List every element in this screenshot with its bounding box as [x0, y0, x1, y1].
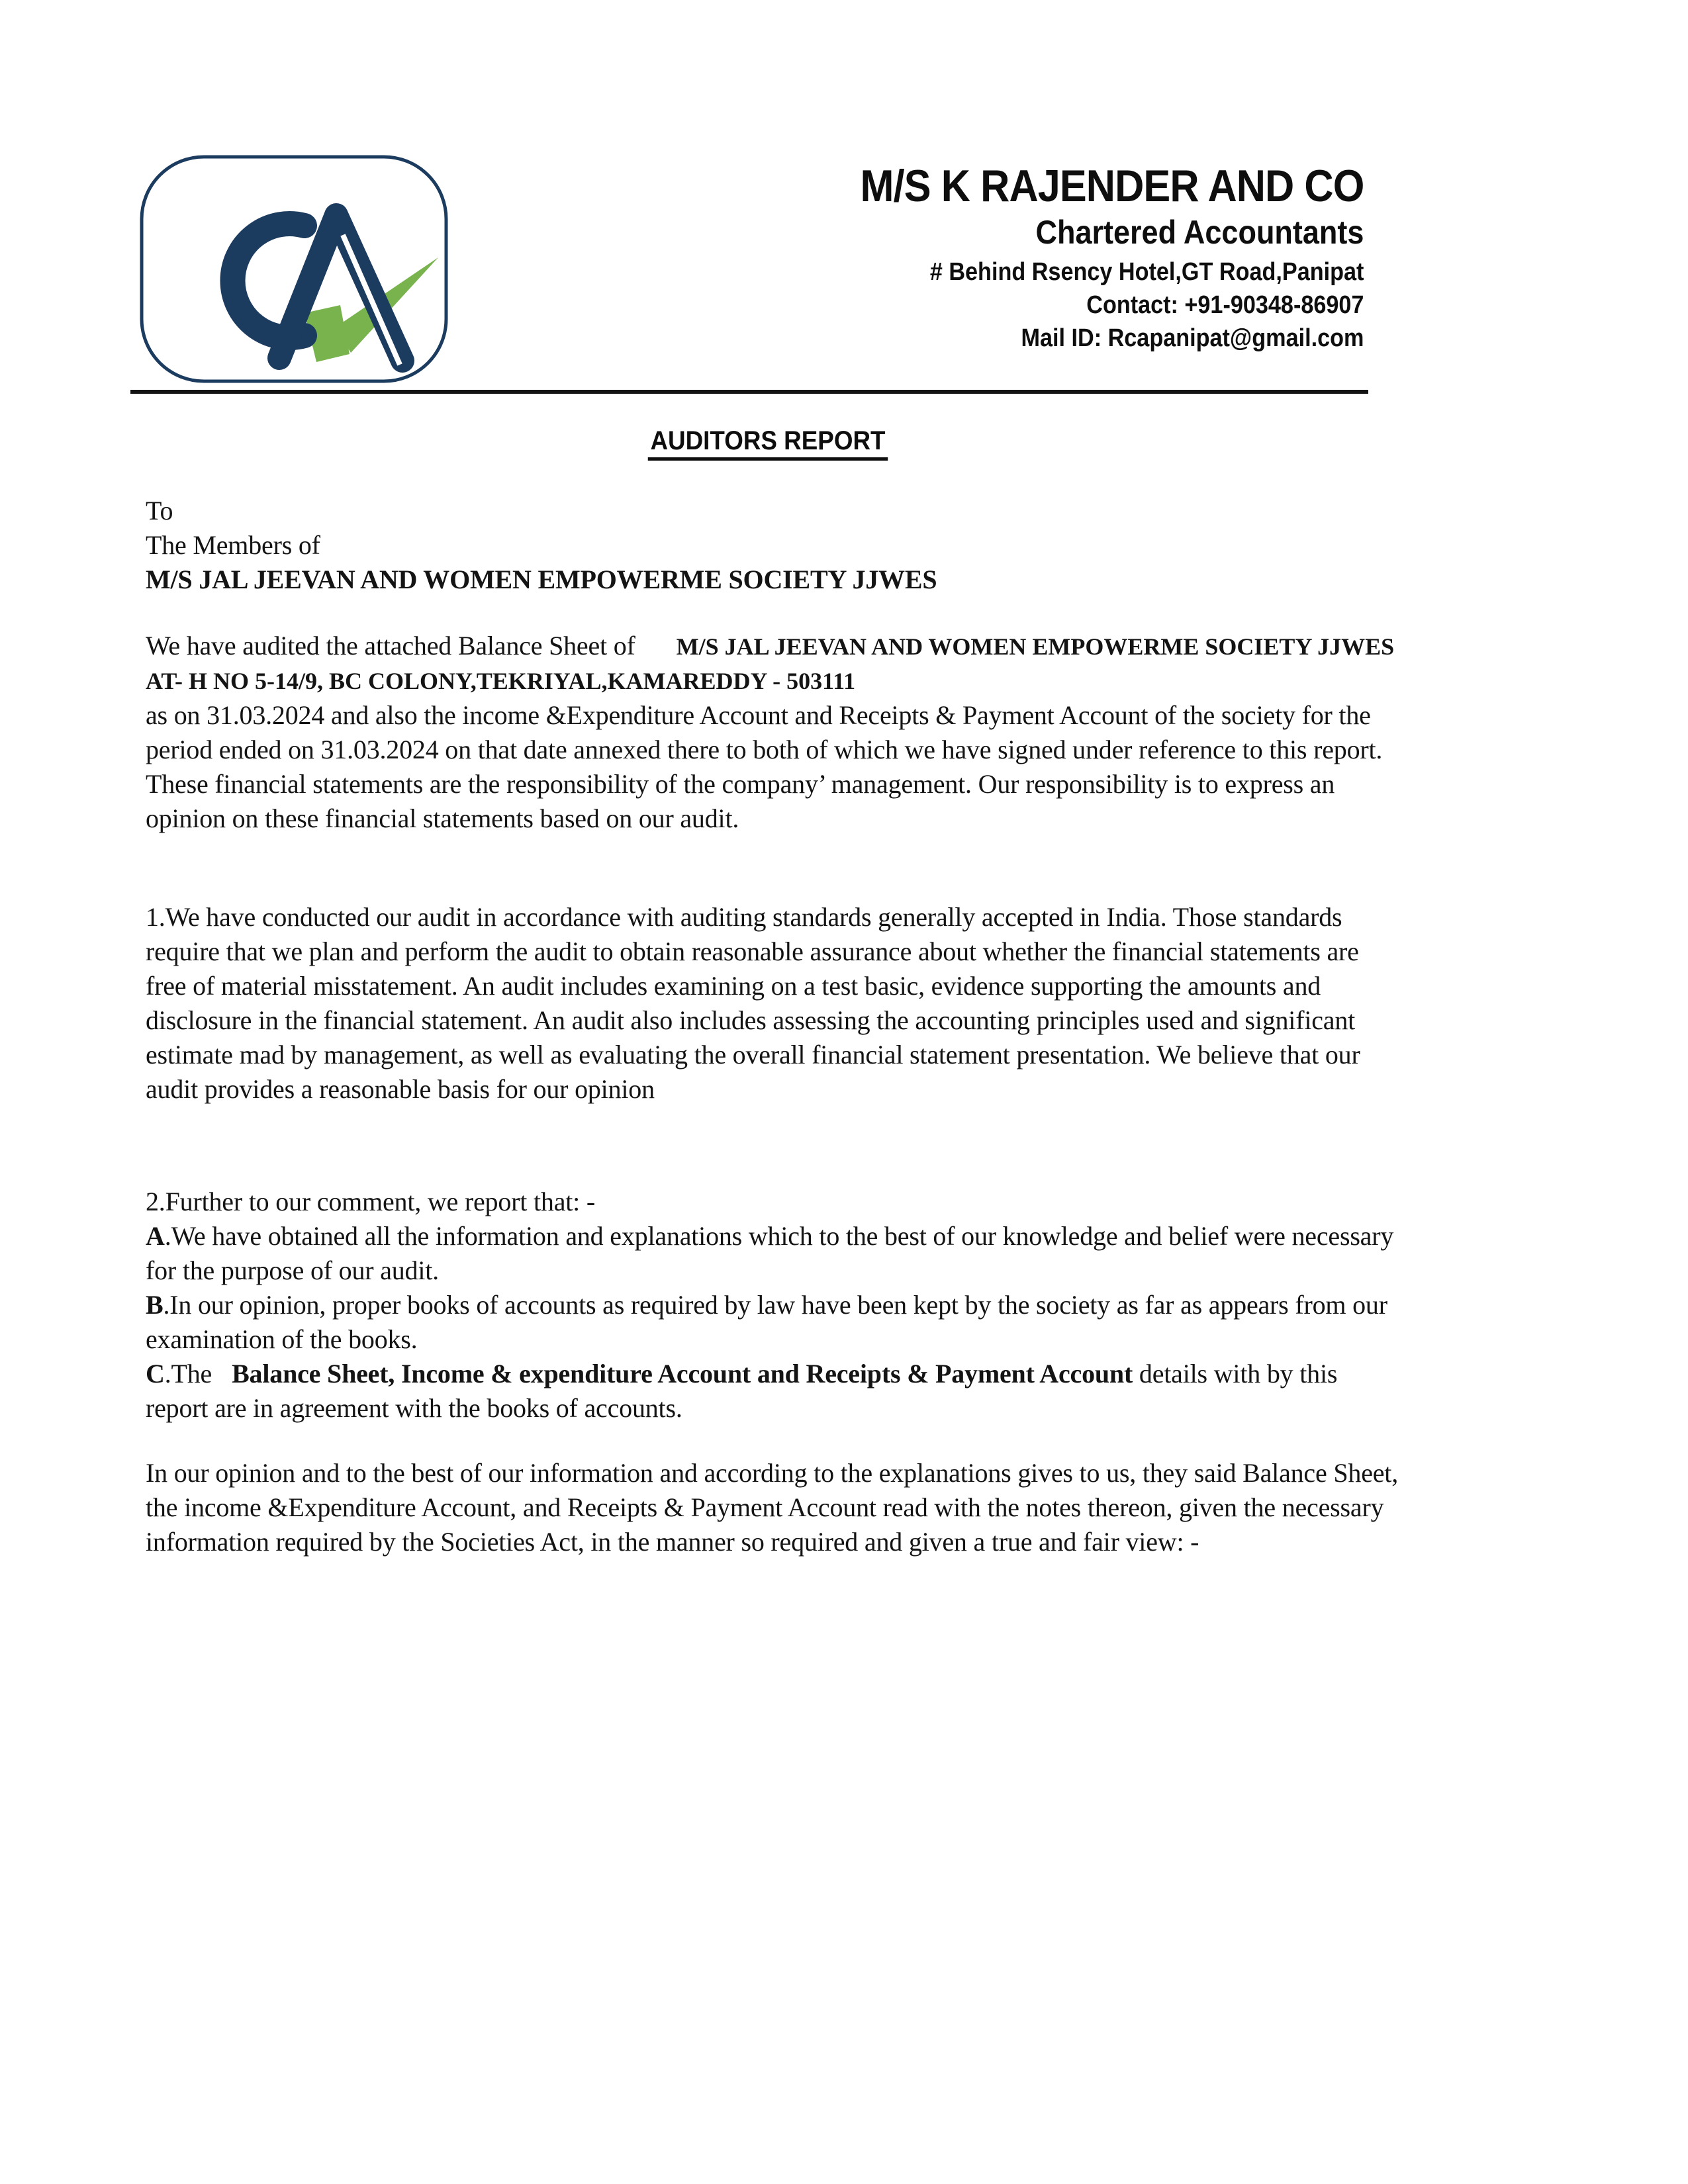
para2-lead: 2.Further to our comment, we report that: -	[146, 1187, 595, 1216]
paragraph-1: 1.We have conducted our audit in accordance with auditing standards generally accepted in India. Those standards require that we plan and perform the audit to obtain reasonable assurance about whether the financial statements are free of material misstatement. An audit includes examining on a test basic, evidence supporting the amounts and disclosure in the financial statement. An audit also includes assessing the accounting principles used and significant estimate mad by management, as well as evaluating the overall financial statement presentation. We believe that our audit provides a reasonable basis for our opinion	[146, 902, 1360, 1104]
firm-contact: Contact: +91-90348-86907	[1086, 291, 1364, 319]
para2-item-a-text: .We have obtained all the information and explanations which to the best of our knowledge and belief were necessary for the purpose of our audit.	[146, 1221, 1394, 1285]
para2-item-c	[146, 1357, 1403, 1426]
para2-item-b	[146, 1288, 1403, 1357]
intro-body: as on 31.03.2024 and also the income &Expenditure Account and Receipts & Payment Account of the society for the period ended on 31.03.2024 on that date annexed there to both of which we have signed under reference to this report. These financial statements are the responsibility of the company’ management. Our responsibility is to express an opinion on these financial statements based on our audit.	[146, 700, 1383, 833]
firm-email: Mail ID: Rcapanipat@gmail.com	[1021, 324, 1364, 352]
intro-society: M/S JAL JEEVAN AND WOMEN EMPOWERME SOCIETY JJWES	[676, 633, 1395, 660]
addressee-society: M/S JAL JEEVAN AND WOMEN EMPOWERME SOCIETY JJWES	[146, 565, 937, 594]
para2-item-c-post: details with by this report are in agreement with the books of accounts.	[146, 1359, 1338, 1423]
intro-first-line	[146, 629, 1403, 664]
firm-name: M/S K RAJENDER AND CO	[860, 161, 1364, 211]
firm-type: Chartered Accountants	[1035, 214, 1364, 251]
intro-paragraph	[146, 629, 1403, 836]
para2-item-a	[146, 1219, 1403, 1288]
addressee-block	[146, 494, 1403, 597]
addressee-members: The Members of	[146, 530, 320, 560]
para2-item-c-label: C	[146, 1359, 165, 1388]
closing-paragraph: In our opinion and to the best of our information and according to the explanations gives to us, they said Balance Sheet, the income &Expenditure Account, and Receipts & Payment Account read with the notes thereon, given the necessary information required by the Societies Act, in the manner so required and given a true and fair view: -	[146, 1458, 1399, 1557]
para2-item-a-label: A	[146, 1221, 165, 1251]
para2-item-c-bold: Balance Sheet, Income & expenditure Account and Receipts & Payment Account	[232, 1359, 1133, 1388]
ca-logo	[139, 154, 449, 384]
intro-society-address: AT- H NO 5-14/9, BC COLONY,TEKRIYAL,KAMAREDDY - 503111	[146, 668, 856, 694]
title-row	[146, 426, 1390, 461]
para2-item-b-text: .In our opinion, proper books of accounts as required by law have been kept by the society as far as appears from our examination of the books.	[146, 1290, 1387, 1354]
ca-logo-graphic	[139, 154, 449, 384]
firm-address: # Behind Rsency Hotel,GT Road,Panipat	[929, 258, 1364, 286]
report-title: AUDITORS REPORT	[648, 426, 888, 461]
para2-item-c-pre: .The	[164, 1359, 212, 1388]
para2-item-b-label: B	[146, 1290, 164, 1320]
header-divider	[130, 390, 1368, 394]
addressee-to: To	[146, 496, 173, 525]
intro-lead: We have audited the attached Balance Sheet of	[146, 631, 635, 660]
letterhead-text	[804, 163, 1364, 355]
paragraph-2	[146, 1185, 1403, 1426]
